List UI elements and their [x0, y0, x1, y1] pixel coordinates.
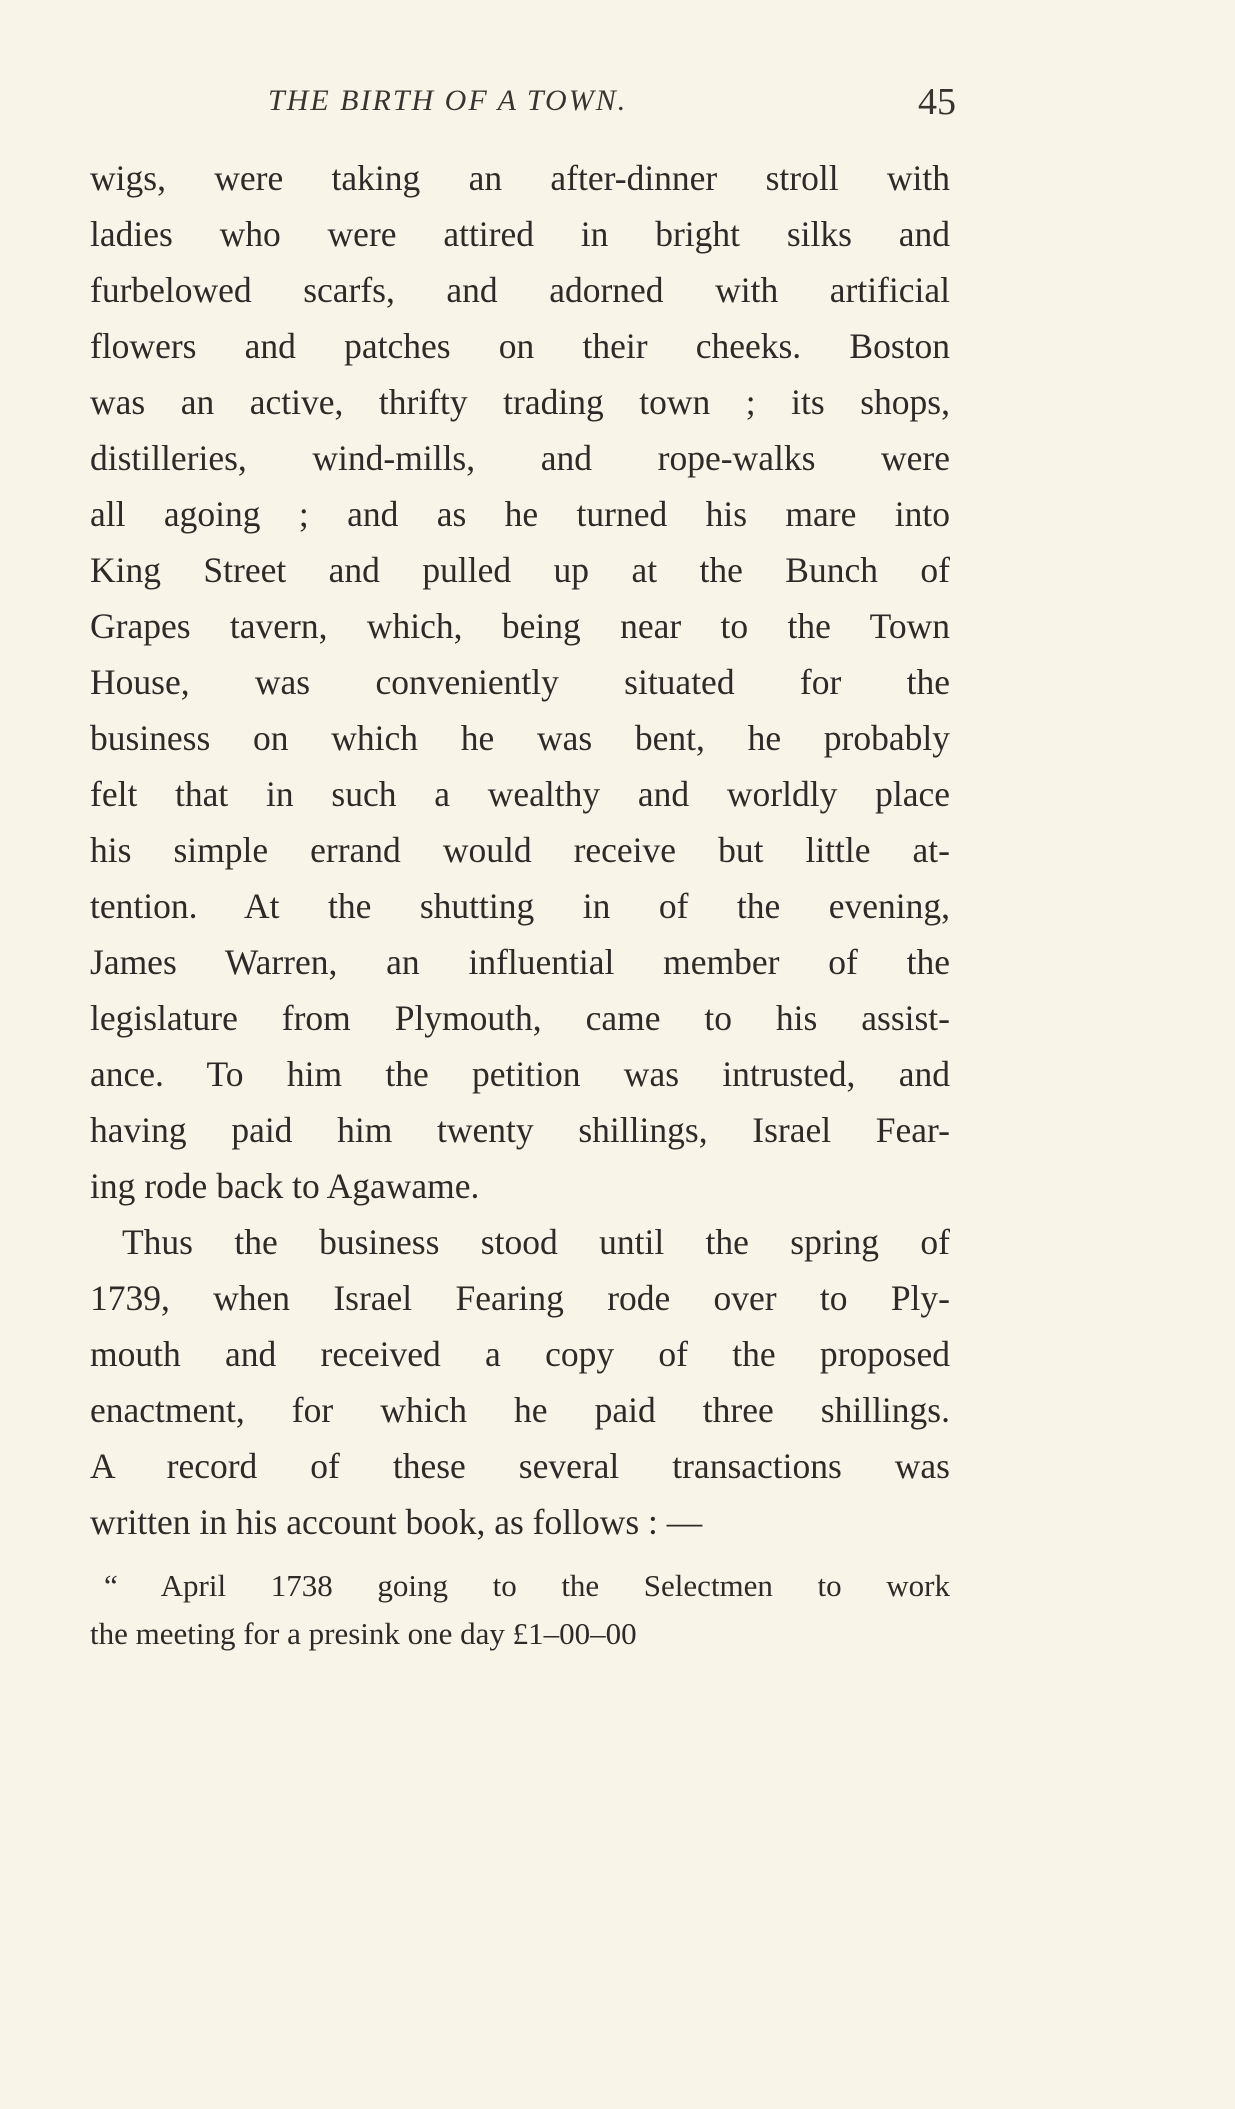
text-line: A record of these several transactions was — [90, 1446, 950, 1486]
text-line: mouth and received a copy of the proposed — [90, 1334, 950, 1374]
text-line: ance. To him the petition was intrusted, and — [90, 1054, 950, 1094]
text-line: having paid him twenty shillings, Israel Fear- — [90, 1110, 950, 1150]
quote-line: the meeting for a presink one day £1–00–00 — [90, 1616, 637, 1651]
text-line: legislature from Plymouth, came to his assist- — [90, 998, 950, 1038]
text-line: flowers and patches on their cheeks. Boston — [90, 326, 950, 366]
text-line: James Warren, an influential member of the — [90, 942, 950, 982]
quote-line: “ April 1738 going to the Selectmen to work — [104, 1568, 950, 1603]
text-line: House, was conveniently situated for the — [90, 662, 950, 702]
text-line: 1739, when Israel Fearing rode over to Ply- — [90, 1278, 950, 1318]
text-line: enactment, for which he paid three shillings. — [90, 1390, 950, 1430]
paragraph-1 — [90, 150, 950, 1214]
text-line: written in his account book, as follows : — — [90, 1502, 703, 1542]
text-line: was an active, thrifty trading town ; its shops, — [90, 382, 950, 422]
page-number: 45 — [918, 81, 956, 123]
text-line: business on which he was bent, he probably — [90, 718, 950, 758]
running-title: THE BIRTH OF A TOWN. — [268, 84, 628, 117]
text-line: Grapes tavern, which, being near to the Town — [90, 606, 950, 646]
account-book-quote — [90, 1562, 950, 1658]
text-line: ing rode back to Agawame. — [90, 1166, 480, 1206]
text-line: furbelowed scarfs, and adorned with artificial — [90, 270, 950, 310]
running-head — [90, 81, 956, 128]
paragraph-2 — [90, 1214, 950, 1550]
text-line: Thus the business stood until the spring of — [122, 1222, 950, 1262]
text-line: ladies who were attired in bright silks and — [90, 214, 950, 254]
text-line: distilleries, wind-mills, and rope-walks were — [90, 438, 950, 478]
body-text — [90, 150, 950, 1550]
text-line: all agoing ; and as he turned his mare into — [90, 494, 950, 534]
text-line: King Street and pulled up at the Bunch of — [90, 550, 950, 590]
text-line: felt that in such a wealthy and worldly place — [90, 774, 950, 814]
text-line: wigs, were taking an after-dinner stroll with — [90, 158, 950, 198]
text-line: tention. At the shutting in of the evening, — [90, 886, 950, 926]
text-line: his simple errand would receive but little at- — [90, 830, 950, 870]
